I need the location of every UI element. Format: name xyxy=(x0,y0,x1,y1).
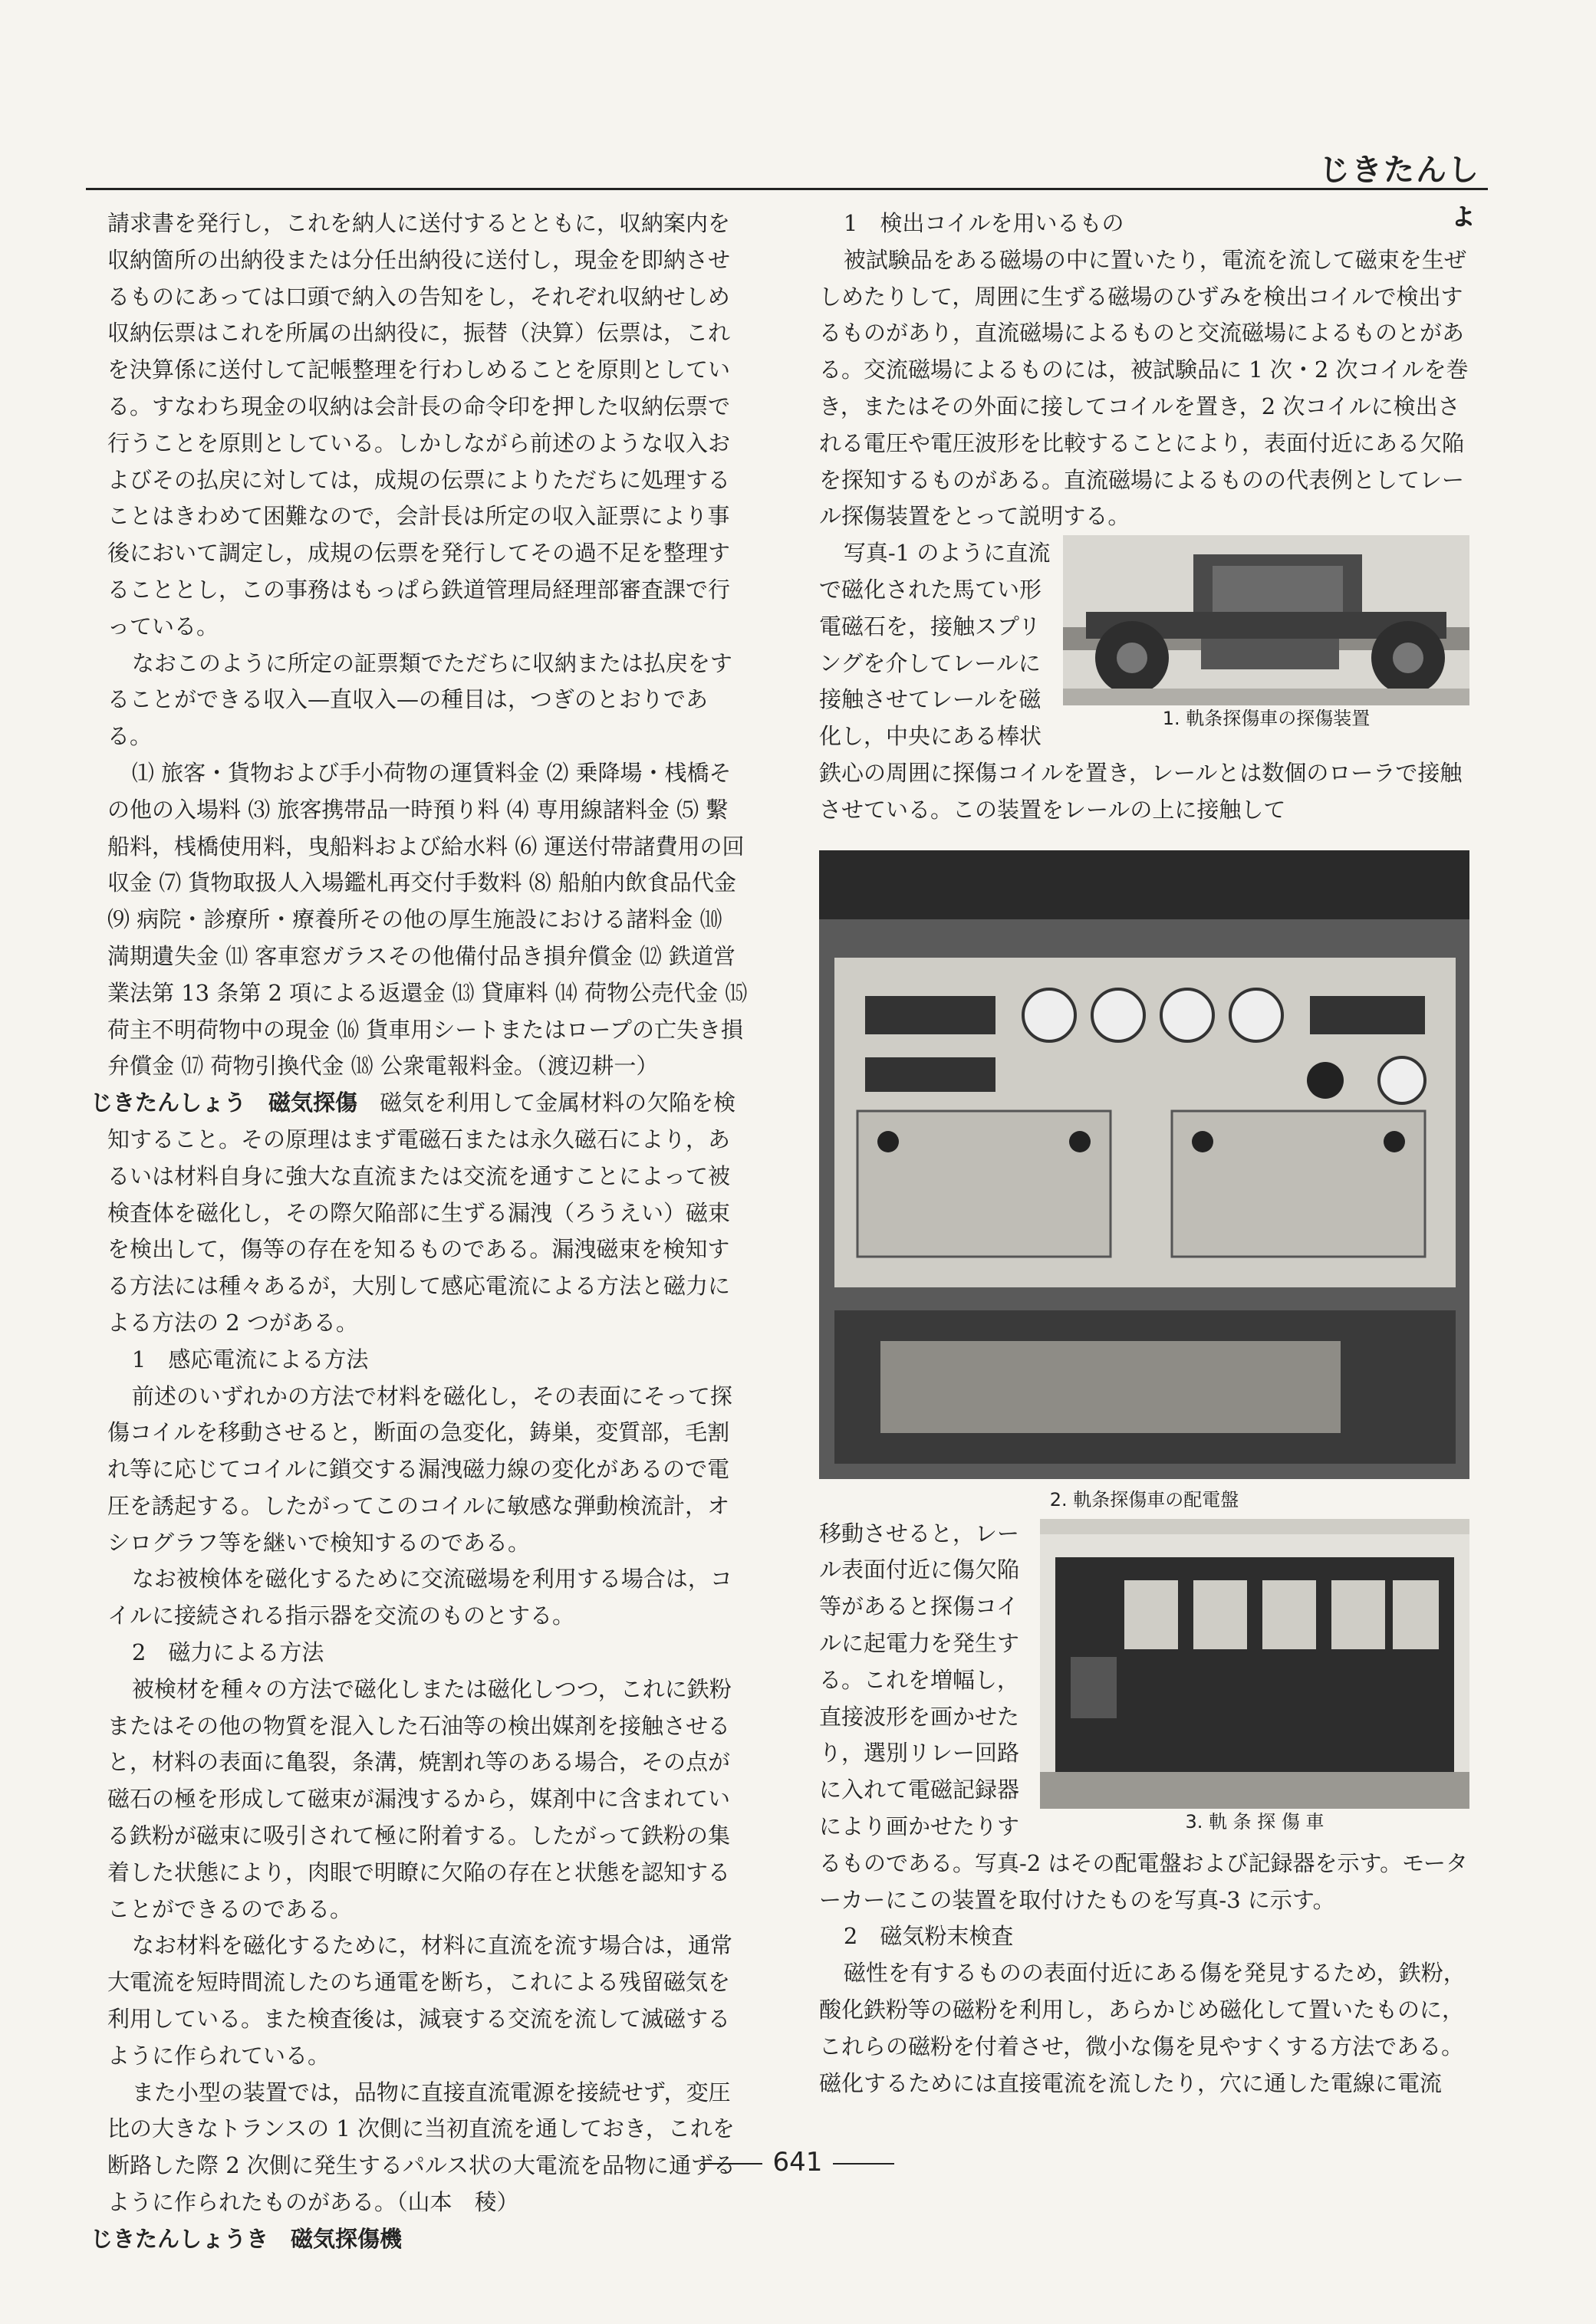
header-rule xyxy=(86,188,1488,190)
paragraph: なお材料を磁化するために，材料に直流を流す場合は，通常大電流を短時間流したのち通電を断ち，これによる残留磁気を利用している。また検査後は，減衰する交流を流して滅磁するように作られている。 xyxy=(107,1932,732,2069)
photo-rail-detector-device xyxy=(1063,535,1469,705)
paragraph: なおこのように所定の証票類でただちに収納または払戻をすることができる収入—直収入—の種目は，つぎのとおりである。 xyxy=(107,649,732,750)
figure-3-caption: 3. 軌 条 探 傷 車 xyxy=(1185,1810,1325,1833)
paragraph: なお被検体を磁化するために交流磁場を利用する場合は，コイルに接続される指示器を交流のものとする。 xyxy=(107,1566,732,1629)
subheading: 2 磁気粉末検査 xyxy=(843,1923,1014,1950)
subheading: 2 磁力による方法 xyxy=(131,1639,324,1666)
figure-2-caption: 2. 軌条探傷車の配電盤 xyxy=(1049,1488,1239,1510)
paragraph: 被検材を種々の方法で磁化しまたは磁化しつつ，これに鉄粉またはその他の物質を混入した石油等の検出媒剤を接触させると，材料の表面に亀裂，条溝，焼割れ等のある場合，その点が磁石の極を形成して磁束が漏洩するから，媒剤中に含まれている鉄粉が磁束に吸引されて極に附着する。したがって鉄粉の集着した状態により，肉眼で明瞭に欠陥の存在と状態を認知することができるのである。 xyxy=(107,1675,732,1922)
subheading: 1 感応電流による方法 xyxy=(131,1346,369,1372)
figure-1 xyxy=(1063,535,1469,731)
paragraph: 請求書を発行し，これを納人に送付するとともに，収納案内を収納箇所の出納役または分任出納役に送付し，現金を即納させるものにあっては口頭で納入の告知をし，それぞれ収納せしめ収納伝票はこれを所属の出納役に，振替（決算）伝票は，これを決算係に送付して記帳整理を行わしめることを原則としている。すなわち現金の収納は会計長の命令印を押した収納伝票で行うことを原則としている。しかしながら前述のような収入およびその払戻に対しては，成規の伝票によりただちに処理することはきわめて困難なので，会計長は所定の収入証票により事後において調定し，成規の伝票を発行してその過不足を整理することとし，この事務はもっぱら鉄道管理局経理部審査課で行っている。 xyxy=(107,210,731,639)
paragraph: 移動させると，レール表面付近に傷欠陥等があると探傷コイルに起電力を発生する。これを増幅し，直接波形を画かせたり，選別リレー回路に入れて電磁記録器により画かせたりするものである。写真-2 はその配電盤および記録器を示す。モーターカーにこの装置を取付けたものを写真-3 に示す。 xyxy=(819,1520,1468,1913)
paragraph: 前述のいずれかの方法で材料を磁化し，その表面にそって探傷コイルを移動させると，断面の急変化，鋳巣，変質部，毛割れ等に応じてコイルに鎖交する漏洩磁力線の変化があるので電圧を誘起する。したがってこのコイルに敏感な弾動検流計，オシログラフ等を継いで検知するのである。 xyxy=(107,1382,732,1556)
page-number: 641 xyxy=(675,2147,920,2178)
entry-headword: じきたんしょう 磁気探傷 xyxy=(90,1090,358,1116)
figure-2 xyxy=(819,850,1469,1513)
right-column xyxy=(819,205,1469,2102)
figure-3 xyxy=(1040,1519,1469,1835)
subheading: 1 検出コイルを用いるもの xyxy=(843,210,1124,236)
left-column xyxy=(90,205,750,2258)
running-head: じきたんしょ xyxy=(1319,153,1480,232)
paragraph: 磁性を有するものの表面付近にある傷を発見するため，鉄粉，酸化鉄粉等の磁粉を利用し，あらかじめ磁化して置いたものに，これらの磁粉を付着させ，微小な傷を見やすくする方法である。磁化するためには直接電流を流したり，穴に通した電線に電流 xyxy=(819,1960,1466,2096)
entry-magnetic-flaw-detection: じきたんしょう 磁気探傷 磁気を利用して金属材料の欠陥を検知すること。その原理はまず電磁石または永久磁石により，あるいは材料自身に強大な直流または交流を通すことによって被検査体を磁化し，その際欠陥部に生ずる漏洩（ろうえい）磁束を検出して，傷等の存在を知るものである。漏洩磁束を検知する方法には種々あるが，大別して感応電流による方法と磁力による方法の 2 つがある。 xyxy=(90,1090,736,1336)
item-list: ⑴ 旅客・貨物および手小荷物の運賃料金 ⑵ 乗降場・桟橋その他の入場料 ⑶ 旅客携帯品一時預り料 ⑷ 専用線諸料金 ⑸ 繫船料，桟橋使用料，曳船料および給水料 ⑹ 運送付帯諸費用の回収金 ⑺ 貨物取扱人入場鑑札再交付手数料 ⑻ 船舶内飲食品代金 ⑼ 病院・診療所・療養所その他の厚生施設における諸料金 ⑽ 満期遺失金 ⑾ 客車窓ガラスその他備付品き損弁償金 ⑿ 鉄道営業法第 13 条第 2 項による返還金 ⒀ 貸庫料 ⒁ 荷物公売代金 ⒂ 荷主不明荷物中の現金 ⒃ 貨車用シートまたはロープの亡失き損弁償金 ⒄ 荷物引換代金 ⒅ 公衆電報料金。（渡辺耕一） xyxy=(107,759,748,1080)
photo-switchboard xyxy=(819,850,1469,1479)
paragraph: また小型の装置では，品物に直接直流電源を接続せず，変圧比の大きなトランスの 1 次側に当初直流を通しておき，これを断路した際 2 次側に発生するパルス状の大電流を品物に通ずるように作られたものがある。（山本 稜） xyxy=(107,2079,736,2216)
paragraph: 写真-1 のように直流で磁化された馬てい形電磁石を，接触スプリングを介してレールに接触させてレールを磁化し，中央にある棒状鉄心の周囲に探傷コイルを置き，レールとは数個のローラで接触させている。この装置をレールの上に接触して xyxy=(819,540,1463,823)
figure-1-caption: 1. 軌条探傷車の探傷装置 xyxy=(1162,708,1371,730)
entry-magnetic-flaw-detector xyxy=(90,2221,750,2258)
entry-headword: じきたんしょうき 磁気探傷機 xyxy=(90,2225,403,2252)
photo-rail-detection-car xyxy=(1040,1519,1469,1809)
paragraph: 被試験品をある磁場の中に置いたり，電流を流して磁束を生ぜしめたりして，周囲に生ずる磁場のひずみを検出コイルで検出するものがあり，直流磁場によるものと交流磁場によるものとがある。交流磁場によるものには，被試験品に 1 次・2 次コイルを巻き，またはその外面に接してコイルを置き，2 次コイルに検出される電圧や電圧波形を比較することにより，表面付近にある欠陥を探知するものがある。直流磁場によるものの代表例としてレール探傷装置をとって説明する。 xyxy=(819,246,1469,530)
